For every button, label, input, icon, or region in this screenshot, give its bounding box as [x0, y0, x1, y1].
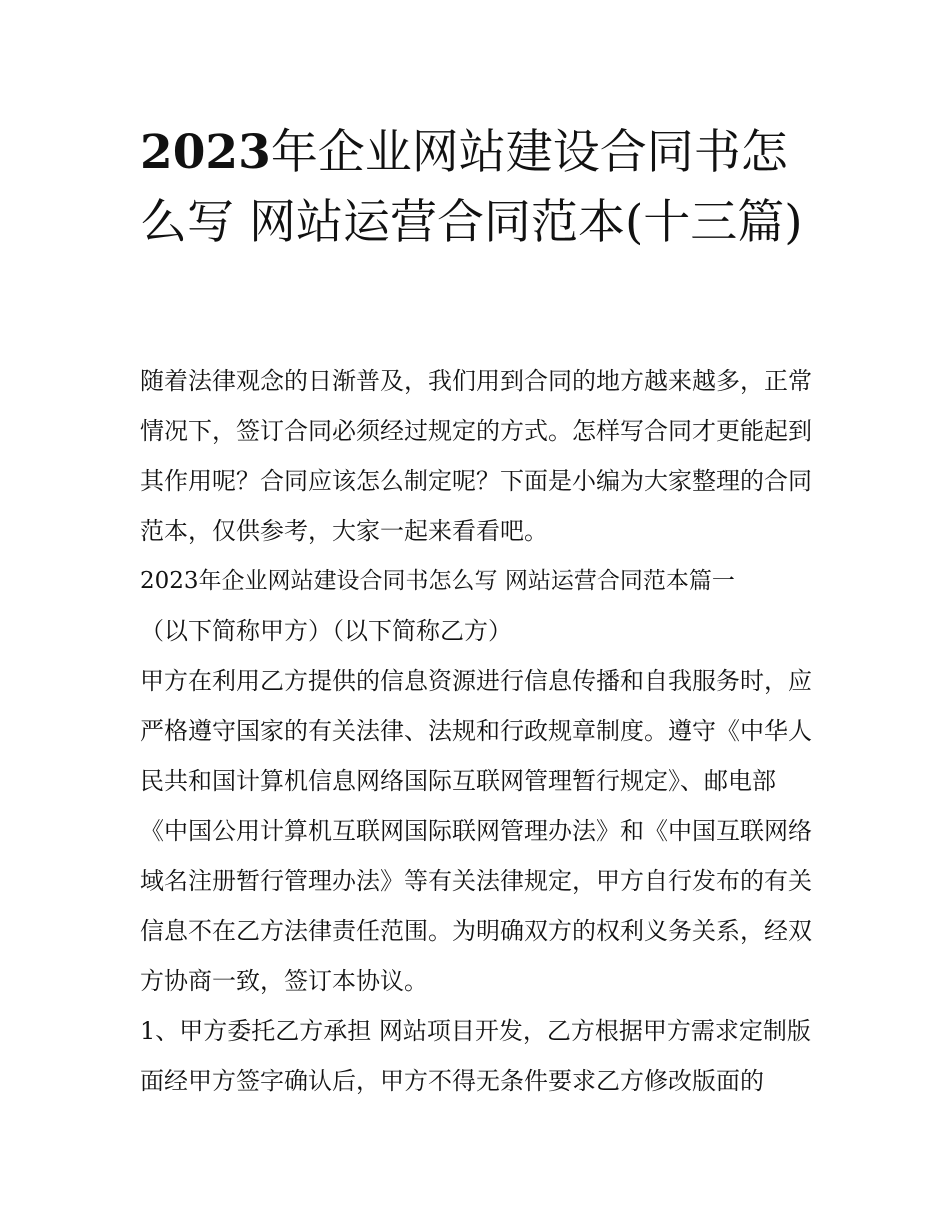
document-body: [140, 356, 820, 1106]
clause-paragraph: 1、甲方委托乙方承担 网站项目开发，乙方根据甲方需求定制版面经甲方签字确认后，甲方不得无条件要求乙方修改版面的: [140, 1017, 811, 1095]
section-heading: 2023年企业网站建设合同书怎么写 网站运营合同范本篇一: [140, 568, 735, 594]
title-text: 年企业网站建设合同书怎么写 网站运营合同范本(十三篇): [140, 125, 803, 250]
document-title: [140, 118, 830, 258]
intro-paragraph: 随着法律观念的日渐普及，我们用到合同的地方越来越多，正常情况下，签订合同必须经过规定的方式。怎样写合同才更能起到其作用呢？合同应该怎么制定呢？下面是小编为大家整理的合同范本，仅供参考，大家一起来看看吧。: [140, 367, 812, 545]
agreement-paragraph: 甲方在利用乙方提供的信息资源进行信息传播和自我服务时，应严格遵守国家的有关法律、法规和行政规章制度。遵守《中华人民共和国计算机信息网络国际互联网管理暂行规定》、邮电部《中国公用计算机互联网国际联网管理办法》和《中国互联网络域名注册暂行管理办法》等有关法律规定，甲方自行发布的有关信息不在乙方法律责任范围。为明确双方的权利义务关系，经双方协商一致，签订本协议。: [140, 667, 812, 995]
parties-line: （以下简称甲方）（以下简称乙方）: [140, 617, 512, 645]
title-year: 2023: [140, 125, 271, 180]
